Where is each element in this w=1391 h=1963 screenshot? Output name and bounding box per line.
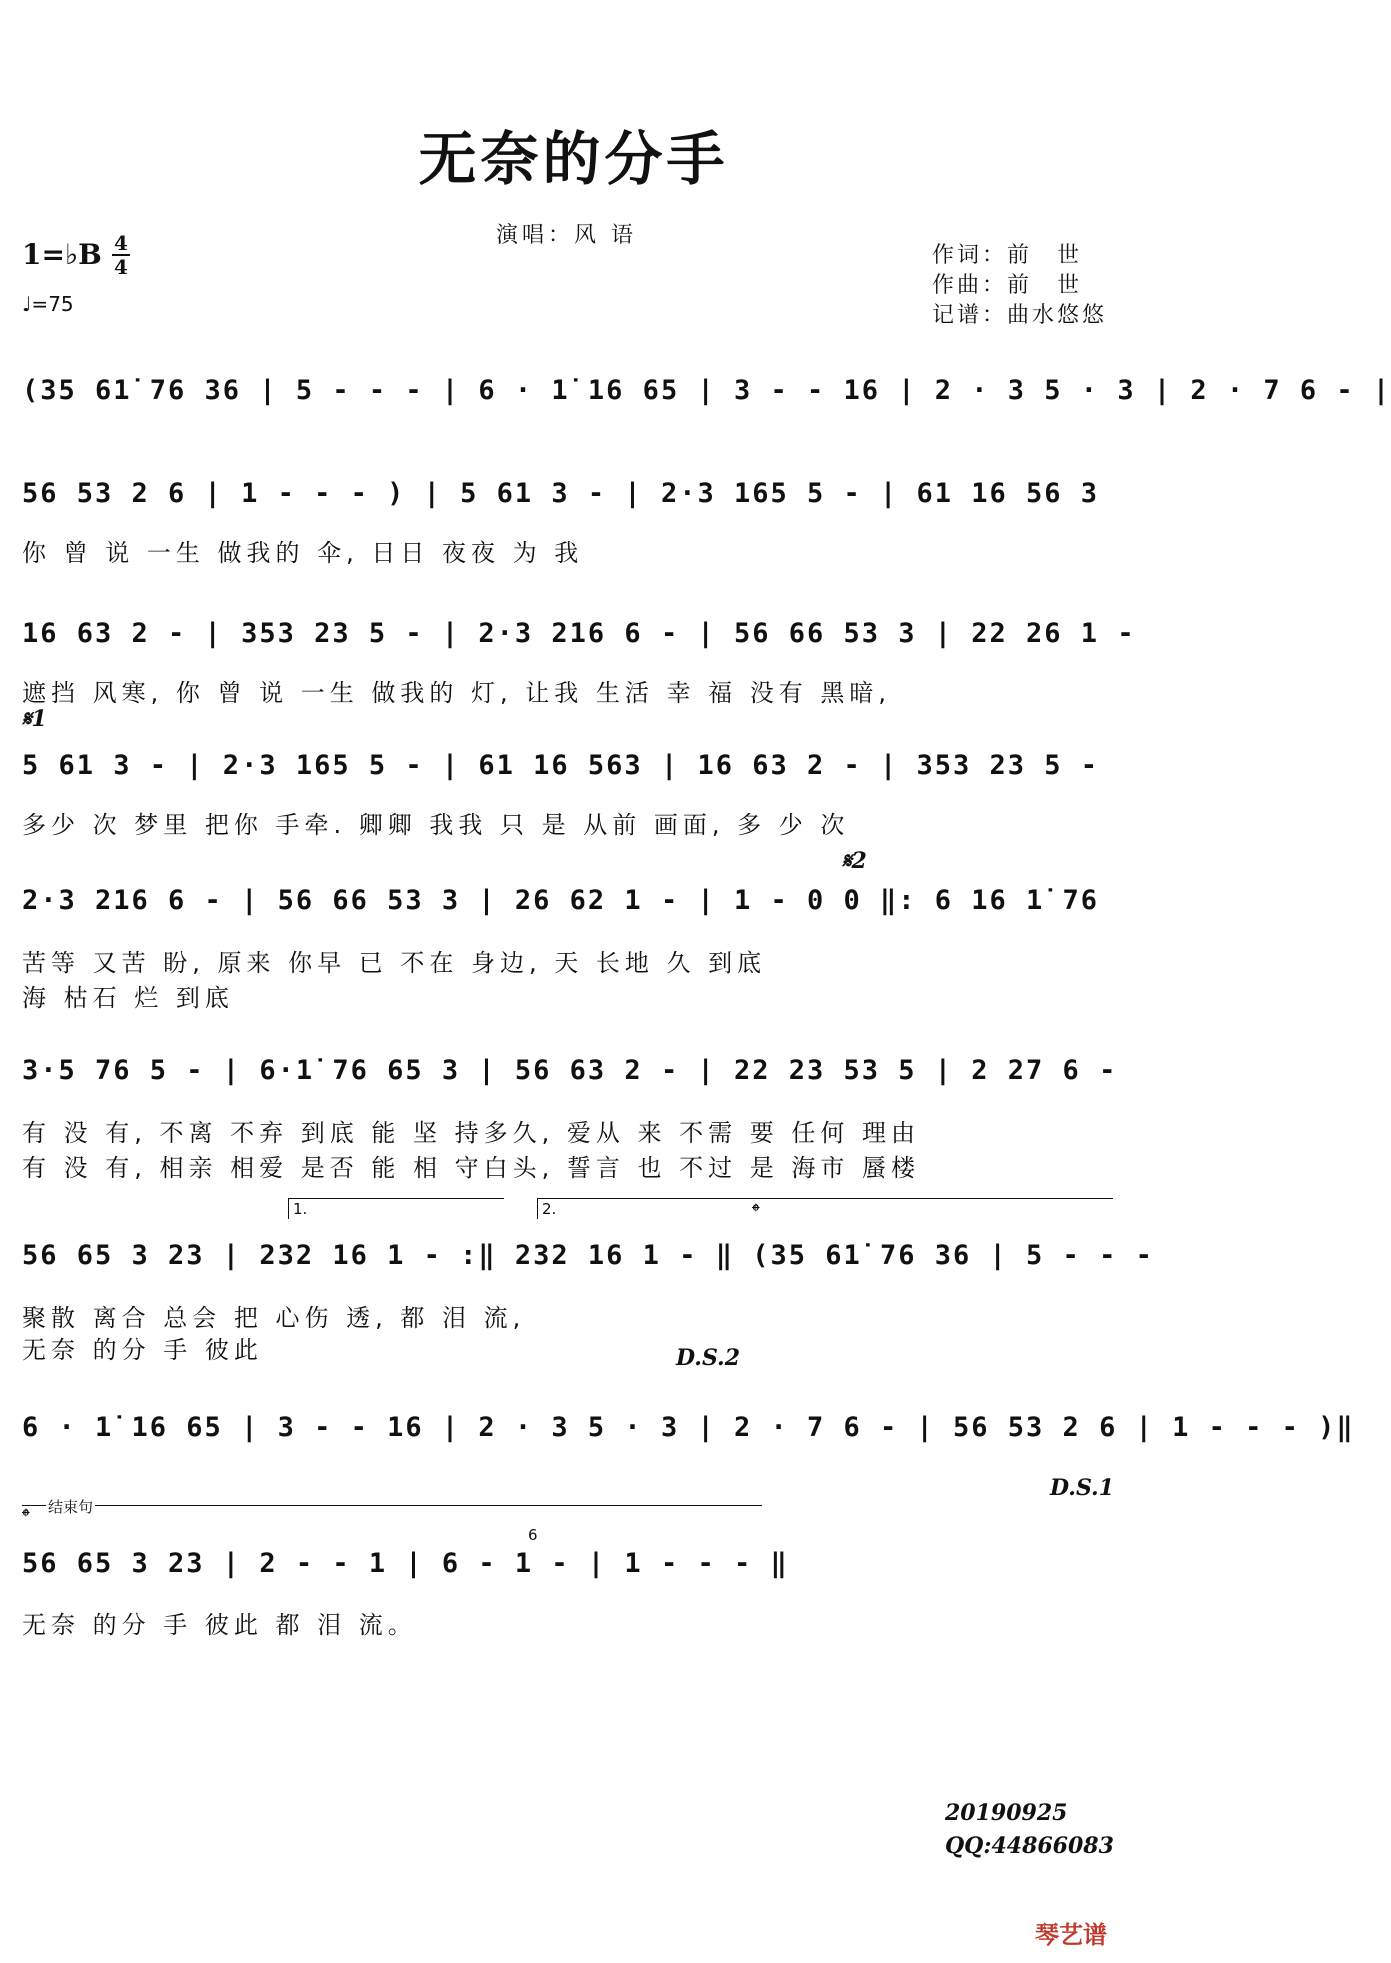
lyric-row-6b: 有 没 有, 相亲 相爱 是否 能 相 守白头, 誓言 也 不过 是 海市 蜃楼 [22, 1154, 921, 1182]
time-signature-top: 4 [114, 231, 128, 255]
segno-1-mark: 𝄋1 [22, 706, 47, 732]
score-title: 无奈的分手 [418, 125, 729, 193]
key-signature: 1=♭B [22, 238, 102, 271]
notation-row-7: 56 65 3 23 | 232 16 1 - :‖ 232 16 1 - ‖ (35 61̇ 76 36 | 5 - - - [22, 1240, 1154, 1271]
volta-2-bracket [537, 1198, 1113, 1219]
time-signature [112, 232, 130, 278]
notation-row-3: 16 63 2 - | 353 23 5 - | 2·3 216 6 - | 56 66 53 3 | 22 26 1 - [22, 618, 1136, 649]
notation-row-2: 56 53 2 6 | 1 - - - ) | 5 61 3 - | 2·3 165 5 - | 61 16 56 3 [22, 478, 1100, 509]
lyric-row-7a: 聚散 离合 总会 把 心伤 透, 都 泪 流, [22, 1304, 526, 1332]
lyric-row-5a: 苦等 又苦 盼, 原来 你早 已 不在 身边, 天 长地 久 到底 [22, 949, 767, 977]
lyric-row-7b: 无奈 的分 手 彼此 [22, 1336, 263, 1364]
volta-1-bracket [288, 1198, 504, 1219]
coda-sign-2: 𝄌 [22, 1505, 30, 1530]
footer-date: 20190925 [945, 1800, 1068, 1826]
volta-1-label: 1. [293, 1200, 308, 1218]
lyric-row-4: 多少 次 梦里 把你 手牵. 卿卿 我我 只 是 从前 画面, 多 少 次 [22, 811, 850, 839]
segno-2-mark: 𝄋2 [842, 848, 867, 874]
grace-note: 6 [528, 1526, 538, 1544]
transcriber-credit: 记谱：曲水悠悠 [932, 303, 1108, 328]
time-signature-bottom: 4 [114, 255, 128, 279]
coda-sign-1: 𝄌 [752, 1200, 760, 1225]
footer-qq: QQ:44866083 [945, 1833, 1114, 1859]
lyricist-credit: 作词：前 世 [932, 243, 1083, 268]
tempo-marking: ♩=75 [22, 292, 74, 316]
composer-credit: 作曲：前 世 [932, 273, 1083, 298]
lyric-row-5b: 海 枯石 烂 到底 [22, 984, 234, 1012]
notation-row-4: 5 61 3 - | 2·3 165 5 - | 61 16 563 | 16 63 2 - | 353 23 5 - [22, 750, 1100, 781]
site-logo: 琴艺谱 [1035, 1921, 1107, 1949]
notation-row-8: 6 · 1̇ 16 65 | 3 - - 16 | 2 · 3 5 · 3 | 2 · 7 6 - | 56 53 2 6 | 1 - - - )‖ [22, 1412, 1355, 1443]
notation-row-9: 56 65 3 23 | 2 - - 1 | 6 - 1 - | 1 - - - ‖ [22, 1548, 789, 1579]
ending-label: 结束句 [48, 1498, 94, 1516]
singer-credit: 演唱：风 语 [496, 223, 637, 248]
lyric-row-2: 你 曾 说 一生 做我的 伞, 日日 夜夜 为 我 [22, 539, 584, 567]
notation-row-1: (35 61̇ 76 36 | 5 - - - | 6 · 1̇ 16 65 | 3 - - 16 | 2 · 3 5 · 3 | 2 · 7 6 - | [22, 375, 1391, 406]
notation-row-6: 3·5 76 5 - | 6·1̇ 76 65 3 | 56 63 2 - | 22 23 53 5 | 2 27 6 - [22, 1055, 1118, 1086]
lyric-row-3: 遮挡 风寒, 你 曾 说 一生 做我的 灯, 让我 生活 幸 福 没有 黑暗, [22, 679, 892, 707]
ds2-mark: D.S.2 [676, 1345, 741, 1371]
ending-bracket [22, 1505, 762, 1506]
lyric-row-6a: 有 没 有, 不离 不弃 到底 能 坚 持多久, 爱从 来 不需 要 任何 理由 [22, 1119, 921, 1147]
ds1-mark: D.S.1 [1050, 1475, 1115, 1501]
lyric-row-9: 无奈 的分 手 彼此 都 泪 流。 [22, 1611, 417, 1639]
notation-row-5: 2·3 216 6 - | 56 66 53 3 | 26 62 1 - | 1 - 0 0 ‖: 6 16 1̇ 76 [22, 885, 1100, 916]
volta-2-label: 2. [542, 1200, 557, 1218]
